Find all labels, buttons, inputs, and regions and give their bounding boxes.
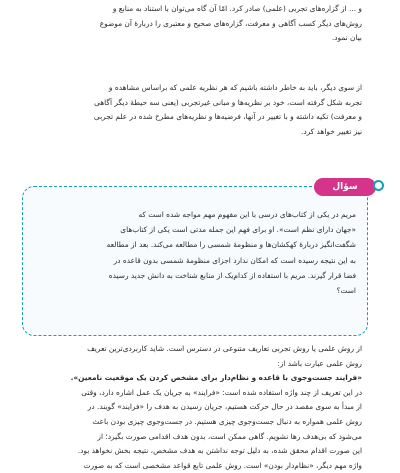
text-line: این صورت اقدام محقق شده، به دلیل توجه نداشتن به هدف مشخص، نتیجه بخش نخواهد بود.: [77, 446, 362, 456]
text-line: روش علمی همواره به دنبال جست‌وجوی چیزی هستیم. در جست‌وجوی چیزی بودن باعث: [92, 416, 362, 426]
question-title: سؤال: [332, 182, 358, 192]
ring-icon: [373, 180, 384, 191]
question-line: فضا قرار گیرند. مریم با استفاده از کدام‌یک از منابع شناخت به دانش جدید رسیده: [108, 270, 356, 280]
text-line: واژه مهم دیگر، «نظام‌دار بودن» است. روش علمی تابع قواعد مشخصی است که به صورت: [83, 460, 362, 470]
paragraph-scientific-theories: [28, 81, 362, 139]
question-line: به این نتیجه رسیده است که امکان ندارد اجزای منظومهٔ شمسی بدون قاعده در: [113, 255, 356, 265]
definition-line: «فرایند جست‌وجوی با قاعده و نظام‌دار برای مشخص کردن یک موقعیت نامعین».: [70, 373, 362, 383]
paragraph-sources-of-knowledge: [28, 2, 362, 46]
text-line: نیز تغییر خواهد کرد.: [300, 126, 362, 136]
question-tab: [314, 178, 376, 196]
text-line: و معرفت) تکیه داشته و با تغییر در آنها، فرضیه‌ها و نظریه‌های مطرح شده در علم تجربی: [93, 112, 362, 122]
paragraph-scientific-method: [28, 342, 362, 473]
text-line: از سوی دیگر، باید به خاطر داشته باشیم که هر نظریه علمی که براساس مشاهده و: [108, 83, 362, 92]
text-line: روش‌های دیگر کسب آگاهی و معرفت، گزاره‌های صحیح و معتبری را دربارهٔ آن موضوع: [99, 18, 362, 28]
text-line: روش علمی عبارت باشد از:: [277, 358, 362, 368]
text-line: در این تعریف از چند واژه استفاده شده است: «فرایند» به جریان یک عمل اشاره دارد، وقتی: [81, 387, 362, 397]
text-line: تجربه شکل گرفته است، خود بر نظریه‌ها و مبانی غیرتجربی (یعنی سه حیطهٔ دیگر آگاهی: [94, 97, 362, 107]
question-text: [36, 207, 356, 298]
question-line: «جهان دارای نظم است». او برای فهم این جمله مدتی است یکی از کتاب‌های: [120, 225, 356, 235]
text-line: و ... از گزاره‌های تجربی (علمی) صادر کرد. امّا آن گاه می‌توان با استناد به منابع و: [112, 4, 362, 13]
question-line: مریم در یکی از کتاب‌های درسی با این مفهوم مهم مواجه شده است که: [138, 210, 356, 219]
question-line: شگفت‌انگیز دربارهٔ کهکشان‌ها و منظومهٔ شمسی را مطالعه می‌کند. بعد از مطالعه: [106, 240, 356, 250]
text-line: از مبدأ به سوی مقصد در حال حرکت هستیم، جریان رسیدن به هدف را «فرایند» گویند. در: [87, 402, 362, 412]
question-line: است؟: [336, 286, 356, 296]
text-line: از روش علمی یا روش تجربی تعاریف متنوعی در دسترس است. شاید کاربردی‌ترین تعریف: [87, 344, 362, 353]
text-line: می‌شود که بی‌هدف رها نشویم. گاهی ممکن است، بدون هدف اقدامی صورت بگیرد؛ از: [97, 431, 362, 441]
text-line: بیان نمود.: [331, 33, 362, 43]
